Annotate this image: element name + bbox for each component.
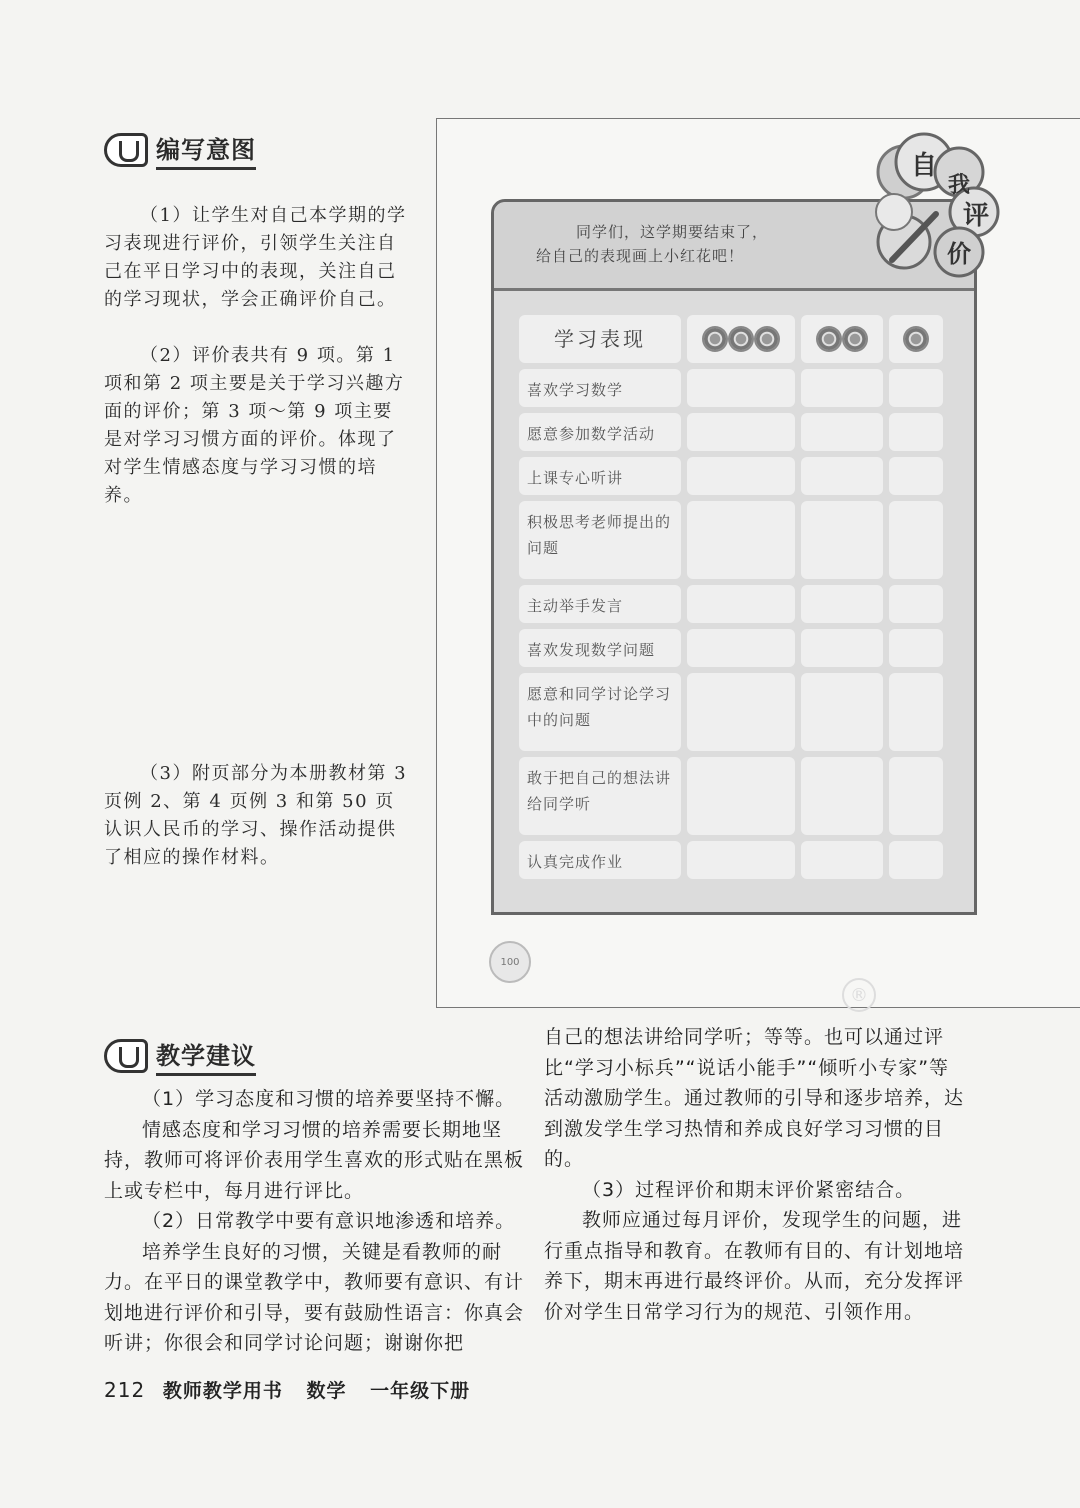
flower-cell[interactable] — [801, 457, 883, 495]
section-title: 编写意图 — [156, 130, 256, 170]
bookmark-icon — [104, 133, 148, 167]
flower-cell[interactable] — [889, 413, 943, 451]
flower-cell[interactable] — [801, 501, 883, 579]
badge-char: 我 — [947, 172, 971, 198]
self-evaluation-badge — [864, 132, 1014, 292]
suggestion-paragraph: 教师应通过每月评价，发现学生的问题，进行重点指导和教育。在教师有目的、有计划地培养下，期末再进行最终评价。从而，充分发挥评价对学生日常学习行为的规范、引领作用。 — [544, 1209, 965, 1323]
table-row — [516, 838, 958, 882]
row-label: 喜欢学习数学 — [519, 369, 681, 407]
flower-cell[interactable] — [889, 629, 943, 667]
row-label: 上课专心听讲 — [519, 457, 681, 495]
suggestions-right-column — [544, 1022, 968, 1327]
table-row — [516, 670, 958, 754]
table-header-row — [516, 312, 958, 366]
flower-cell[interactable] — [889, 841, 943, 879]
board-message: 同学们，这学期要结束了， 给自己的表现画上小红花吧！ — [536, 223, 769, 265]
grade: 一年级下册 — [370, 1380, 471, 1402]
evaluation-board — [491, 151, 990, 915]
row-label: 愿意参加数学活动 — [519, 413, 681, 451]
flower-cell[interactable] — [687, 673, 795, 751]
intent-paragraph-3: （3）附页部分为本册教材第 3 页例 2、第 4 页例 3 和第 50 页认识人民币的学习、操作活动提供了相应的操作材料。 — [104, 763, 408, 868]
subject: 数学 — [306, 1380, 347, 1402]
flower-cell[interactable] — [801, 369, 883, 407]
self-evaluation-figure — [436, 118, 1080, 1008]
flower-cell[interactable] — [801, 757, 883, 835]
row-label: 主动举手发言 — [519, 585, 681, 623]
flower-cell[interactable] — [687, 629, 795, 667]
table-row — [516, 582, 958, 626]
registered-mark-icon: ® — [842, 978, 876, 1012]
flower-cell[interactable] — [889, 369, 943, 407]
flower-icon — [818, 328, 840, 350]
table-row — [516, 410, 958, 454]
row-label: 敢于把自己的想法讲给同学听 — [519, 757, 681, 835]
flower-cell[interactable] — [801, 629, 883, 667]
header-two-flowers — [801, 315, 883, 363]
table-row — [516, 626, 958, 670]
flower-cell[interactable] — [889, 501, 943, 579]
suggestion-paragraph: 情感态度和学习习惯的培养需要长期地坚持，教师可将评价表用学生喜欢的形式贴在黑板上或专栏中，每月进行评比。 — [104, 1118, 525, 1202]
intent-paragraph-2: （2）评价表共有 9 项。第 1 项和第 2 项主要是关于学习兴趣方面的评价；第 3 项～第 9 项主要是对学习习惯方面的评价。体现了对学生情感态度与学习习惯的培养。 — [104, 345, 405, 506]
row-label: 认真完成作业 — [519, 841, 681, 879]
flower-cell[interactable] — [687, 757, 795, 835]
flower-cell[interactable] — [687, 501, 795, 579]
row-label: 愿意和同学讨论学习中的问题 — [519, 673, 681, 751]
flower-cell[interactable] — [801, 585, 883, 623]
table-row — [516, 498, 958, 582]
flower-cell[interactable] — [687, 585, 795, 623]
suggestion-paragraph: 培养学生良好的习惯，关键是看教师的耐力。在平日的课堂教学中，教师要有意识、有计划地进行评价和引导，要有鼓励性语言：你真会听讲；你很会和同学讨论问题；谢谢你把 — [104, 1240, 525, 1354]
page-number: 212 — [104, 1378, 146, 1402]
bookmark-icon — [104, 1039, 148, 1073]
row-label: 喜欢发现数学问题 — [519, 629, 681, 667]
suggestion-paragraph: （1）学习态度和习惯的培养要坚持不懈。 — [142, 1088, 516, 1110]
figure-page-number: 100 — [489, 941, 531, 983]
intent-paragraph-1: （1）让学生对自己本学期的学习表现进行评价，引领学生关注自己在平日学习中的表现，关注自己的学习现状，学会正确评价自己。 — [104, 205, 407, 310]
flower-icon — [730, 328, 752, 350]
flower-cell[interactable] — [889, 757, 943, 835]
flower-cell[interactable] — [687, 457, 795, 495]
suggestion-paragraph: 自己的想法讲给同学听；等等。也可以通过评比“学习小标兵”“说话小能手”“倾听小专家”等活动激励学生。通过教师的引导和逐步培养，达到激发学生学习热情和养成良好学习习惯的目的。 — [544, 1026, 965, 1170]
flower-cell[interactable] — [687, 841, 795, 879]
row-label: 积极思考老师提出的问题 — [519, 501, 681, 579]
flower-icon — [905, 328, 927, 350]
badge-char: 自 — [910, 151, 938, 181]
flower-icon — [756, 328, 778, 350]
flower-icon — [704, 328, 726, 350]
badge-char: 评 — [962, 201, 990, 231]
table-row — [516, 366, 958, 410]
flower-cell[interactable] — [889, 673, 943, 751]
suggestion-paragraph: （3）过程评价和期末评价紧密结合。 — [582, 1178, 916, 1201]
flower-cell[interactable] — [801, 841, 883, 879]
page-footer — [104, 1376, 486, 1403]
header-performance: 学习表现 — [519, 315, 681, 363]
flower-cell[interactable] — [801, 673, 883, 751]
flower-cell[interactable] — [889, 585, 943, 623]
table-row — [516, 754, 958, 838]
book-title: 教师教学用书 — [162, 1380, 283, 1402]
flower-cell[interactable] — [687, 369, 795, 407]
evaluation-table — [516, 312, 958, 882]
table-row — [516, 454, 958, 498]
flower-cell[interactable] — [801, 413, 883, 451]
suggestion-paragraph: （2）日常教学中要有意识地渗透和培养。 — [142, 1210, 516, 1232]
header-one-flower — [889, 315, 943, 363]
section-heading-teaching-suggestions — [104, 1036, 256, 1076]
flower-icon — [844, 328, 866, 350]
suggestions-left-column — [104, 1084, 528, 1359]
flower-cell[interactable] — [889, 457, 943, 495]
header-three-flowers — [687, 315, 795, 363]
section-heading-writing-intent — [104, 130, 256, 170]
flower-cell[interactable] — [687, 413, 795, 451]
section-title: 教学建议 — [156, 1036, 256, 1076]
badge-char: 价 — [947, 239, 971, 268]
